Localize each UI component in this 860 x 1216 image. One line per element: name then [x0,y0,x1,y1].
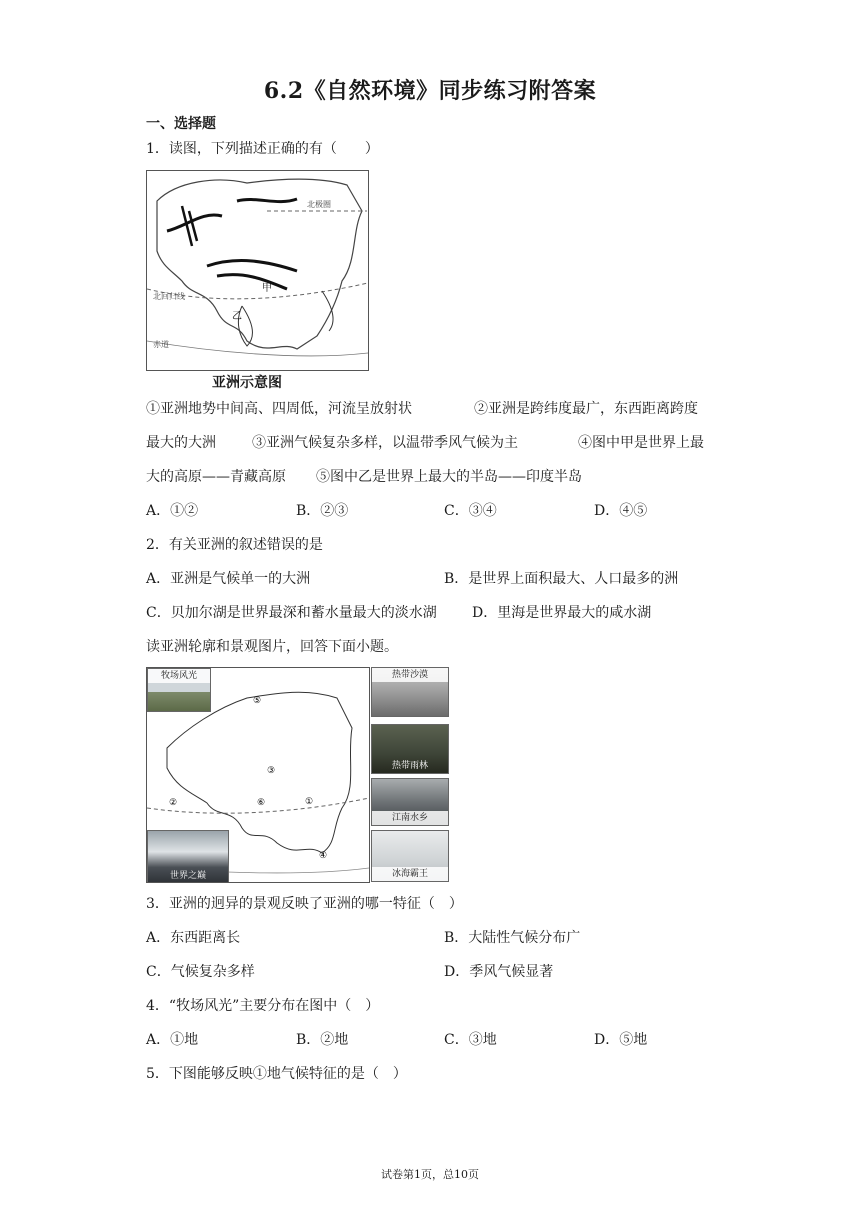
q4-option-b[interactable]: B．②地 [296,1032,349,1048]
asia-map-drawing [147,171,368,370]
q1-option-d[interactable]: D．④⑤ [594,503,648,519]
marker-1: ① [305,797,314,807]
question-3-stem: 3．亚洲的迥异的景观反映了亚洲的哪一特征（ ） [146,896,463,912]
q1-option-c[interactable]: C．③④ [444,503,497,519]
page-footer: 试卷第1页，总10页 [381,1168,479,1181]
marker-5: ⑤ [253,696,262,706]
q2-option-b[interactable]: B．是世界上面积最大、人口最多的洲 [444,571,679,587]
jia-label: 甲 [262,283,272,294]
polar-bear-label: 冰海霸王 [372,867,448,881]
yi-label: 乙 [232,311,242,322]
marker-2: ② [169,798,178,808]
marker-6: ⑥ [257,798,266,808]
q1-statement-1: ①亚洲地势中间高、四周低，河流呈放射状 [146,401,412,417]
desert-photo [371,667,449,717]
q3-option-c[interactable]: C．气候复杂多样 [146,964,255,980]
q2-option-c[interactable]: C．贝加尔湖是世界最深和蓄水量最大的淡水湖 [146,605,437,621]
q1-option-b[interactable]: B．②③ [296,503,349,519]
question-5-stem: 5．下图能够反映①地气候特征的是（ ） [146,1066,407,1082]
rainforest-photo [371,724,449,774]
pasture-label: 牧场风光 [148,669,210,683]
question-4-stem: 4．“牧场风光”主要分布在图中（ ） [146,998,380,1014]
page-title: 6.2《自然环境》同步练习附答案 [263,78,597,104]
q1-statement-5: ⑤图中乙是世界上最大的半岛——印度半岛 [316,469,582,485]
everest-photo [147,830,229,883]
asia-map-caption: 亚洲示意图 [212,375,282,391]
everest-label: 世界之巅 [169,871,206,881]
q4-option-c[interactable]: C．③地 [444,1032,497,1048]
jiangnan-label: 江南水乡 [372,811,448,825]
q1-option-a[interactable]: A．①② [146,503,199,519]
marker-4: ④ [319,851,328,861]
polar-bear-photo [371,830,449,882]
pasture-photo [147,668,211,712]
q3-option-a[interactable]: A．东西距离长 [146,930,241,946]
equator-label: 赤道 [153,340,169,349]
q1-statement-3: ③亚洲气候复杂多样，以温带季风气候为主 [252,435,518,451]
q3-option-b[interactable]: B．大陆性气候分布广 [444,930,581,946]
question-2-stem: 2．有关亚洲的叙述错误的是 [146,537,323,553]
q4-option-a[interactable]: A．①地 [146,1032,199,1048]
q1-statement-2: ②亚洲是跨纬度最广，东西距离跨度 [474,401,698,417]
desert-label: 热带沙漠 [372,668,448,682]
section-heading: 一、选择题 [146,116,216,132]
rainforest-label: 热带雨林 [391,761,428,771]
tropic-label: 北回归线 [153,292,185,301]
q1-statement-4: ④图中甲是世界上最 [578,435,704,451]
q3-option-d[interactable]: D．季风气候显著 [444,964,554,980]
asia-landscape-map [146,667,370,883]
marker-3: ③ [267,766,276,776]
arctic-circle-label: 北极圈 [307,200,331,209]
q4-option-d[interactable]: D．⑤地 [594,1032,648,1048]
question-1-stem: 1．读图，下列描述正确的有（ ） [146,141,379,157]
reading-intro: 读亚洲轮廓和景观图片，回答下面小题。 [146,639,398,655]
q2-option-a[interactable]: A．亚洲是气候单一的大洲 [146,571,311,587]
q1-statement-4-cont: 大的高原——青藏高原 [146,469,286,485]
asia-map-figure [146,170,369,371]
jiangnan-photo [371,778,449,826]
q1-statement-2-cont: 最大的大洲 [146,435,216,451]
q2-option-d[interactable]: D．里海是世界最大的咸水湖 [472,605,652,621]
